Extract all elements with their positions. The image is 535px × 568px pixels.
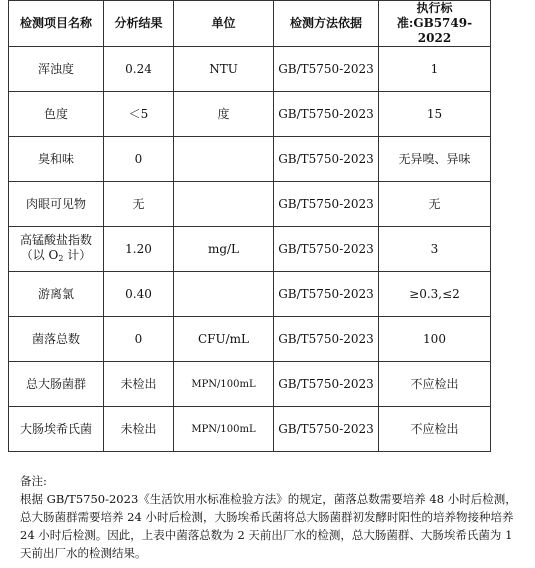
cell-result: 0 [104, 137, 174, 182]
table-row [9, 272, 491, 317]
cell-item-line2-prefix: （以 O [20, 247, 59, 262]
table-row [9, 317, 491, 362]
table-row [9, 407, 491, 452]
cell-method: GB/T5750-2023 [274, 317, 379, 362]
cell-unit: mg/L [174, 227, 274, 272]
table-row [9, 182, 491, 227]
cell-method: GB/T5750-2023 [274, 182, 379, 227]
cell-item-line2-suffix: 计） [63, 247, 92, 262]
cell-standard: 3 [379, 227, 491, 272]
cell-standard: 15 [379, 92, 491, 137]
water-quality-table [8, 0, 491, 452]
header-standard-line2: 准:GB5749-2022 [396, 16, 473, 45]
cell-unit: MPN/100mL [174, 362, 274, 407]
cell-item [9, 227, 104, 272]
cell-unit: 度 [174, 92, 274, 137]
cell-item: 大肠埃希氏菌 [9, 407, 104, 452]
cell-item: 臭和味 [9, 137, 104, 182]
cell-result: ＜5 [104, 92, 174, 137]
cell-method: GB/T5750-2023 [274, 47, 379, 92]
cell-method: GB/T5750-2023 [274, 92, 379, 137]
cell-method: GB/T5750-2023 [274, 407, 379, 452]
table-row [9, 227, 491, 272]
header-standard [379, 1, 491, 47]
header-unit: 单位 [174, 1, 274, 47]
cell-item: 菌落总数 [9, 317, 104, 362]
cell-item-line2-subscript: 2 [58, 253, 64, 263]
notes-section [20, 472, 525, 562]
cell-item: 肉眼可见物 [9, 182, 104, 227]
cell-item: 游离氯 [9, 272, 104, 317]
cell-method: GB/T5750-2023 [274, 272, 379, 317]
cell-method: GB/T5750-2023 [274, 227, 379, 272]
cell-standard: ≥0.3,≤2 [379, 272, 491, 317]
cell-result: 未检出 [104, 362, 174, 407]
cell-method: GB/T5750-2023 [274, 362, 379, 407]
table-row [9, 92, 491, 137]
cell-item: 总大肠菌群 [9, 362, 104, 407]
cell-item-line1: 高锰酸盐指数 [19, 232, 92, 247]
cell-result: 0.40 [104, 272, 174, 317]
cell-result: 无 [104, 182, 174, 227]
cell-item: 色度 [9, 92, 104, 137]
header-method: 检测方法依据 [274, 1, 379, 47]
table-row [9, 137, 491, 182]
table-row [9, 362, 491, 407]
cell-unit [174, 137, 274, 182]
cell-standard: 1 [379, 47, 491, 92]
cell-unit [174, 272, 274, 317]
header-standard-line1: 执行标 [416, 1, 453, 15]
cell-standard: 100 [379, 317, 491, 362]
table-header-row [9, 1, 491, 47]
notes-text: 根据 GB/T5750-2023《生活饮用水标准检验方法》的规定，菌落总数需要培养 48 小时后检测，总大肠菌群需要培养 24 小时后检测，大肠埃希氏菌将总大肠菌群初发酵时阳性的培养物接种培养 24 小时后检测。因此，上表中菌落总数为 2 天前出厂水的检测，总大肠菌群、大肠埃希氏菌为 1 天前出厂水的检测结果。 [20, 492, 517, 560]
table-row [9, 47, 491, 92]
notes-label: 备注: [20, 474, 47, 488]
cell-item-line2 [11, 248, 101, 266]
cell-standard: 不应检出 [379, 362, 491, 407]
cell-result: 未检出 [104, 407, 174, 452]
header-item: 检测项目名称 [9, 1, 104, 47]
cell-standard: 无 [379, 182, 491, 227]
cell-standard: 无异嗅、异味 [379, 137, 491, 182]
cell-unit: MPN/100mL [174, 407, 274, 452]
header-result: 分析结果 [104, 1, 174, 47]
cell-unit: CFU/mL [174, 317, 274, 362]
cell-result: 0 [104, 317, 174, 362]
cell-unit: NTU [174, 47, 274, 92]
cell-standard: 不应检出 [379, 407, 491, 452]
cell-result: 0.24 [104, 47, 174, 92]
cell-method: GB/T5750-2023 [274, 137, 379, 182]
cell-unit [174, 182, 274, 227]
cell-item: 浑浊度 [9, 47, 104, 92]
cell-result: 1.20 [104, 227, 174, 272]
